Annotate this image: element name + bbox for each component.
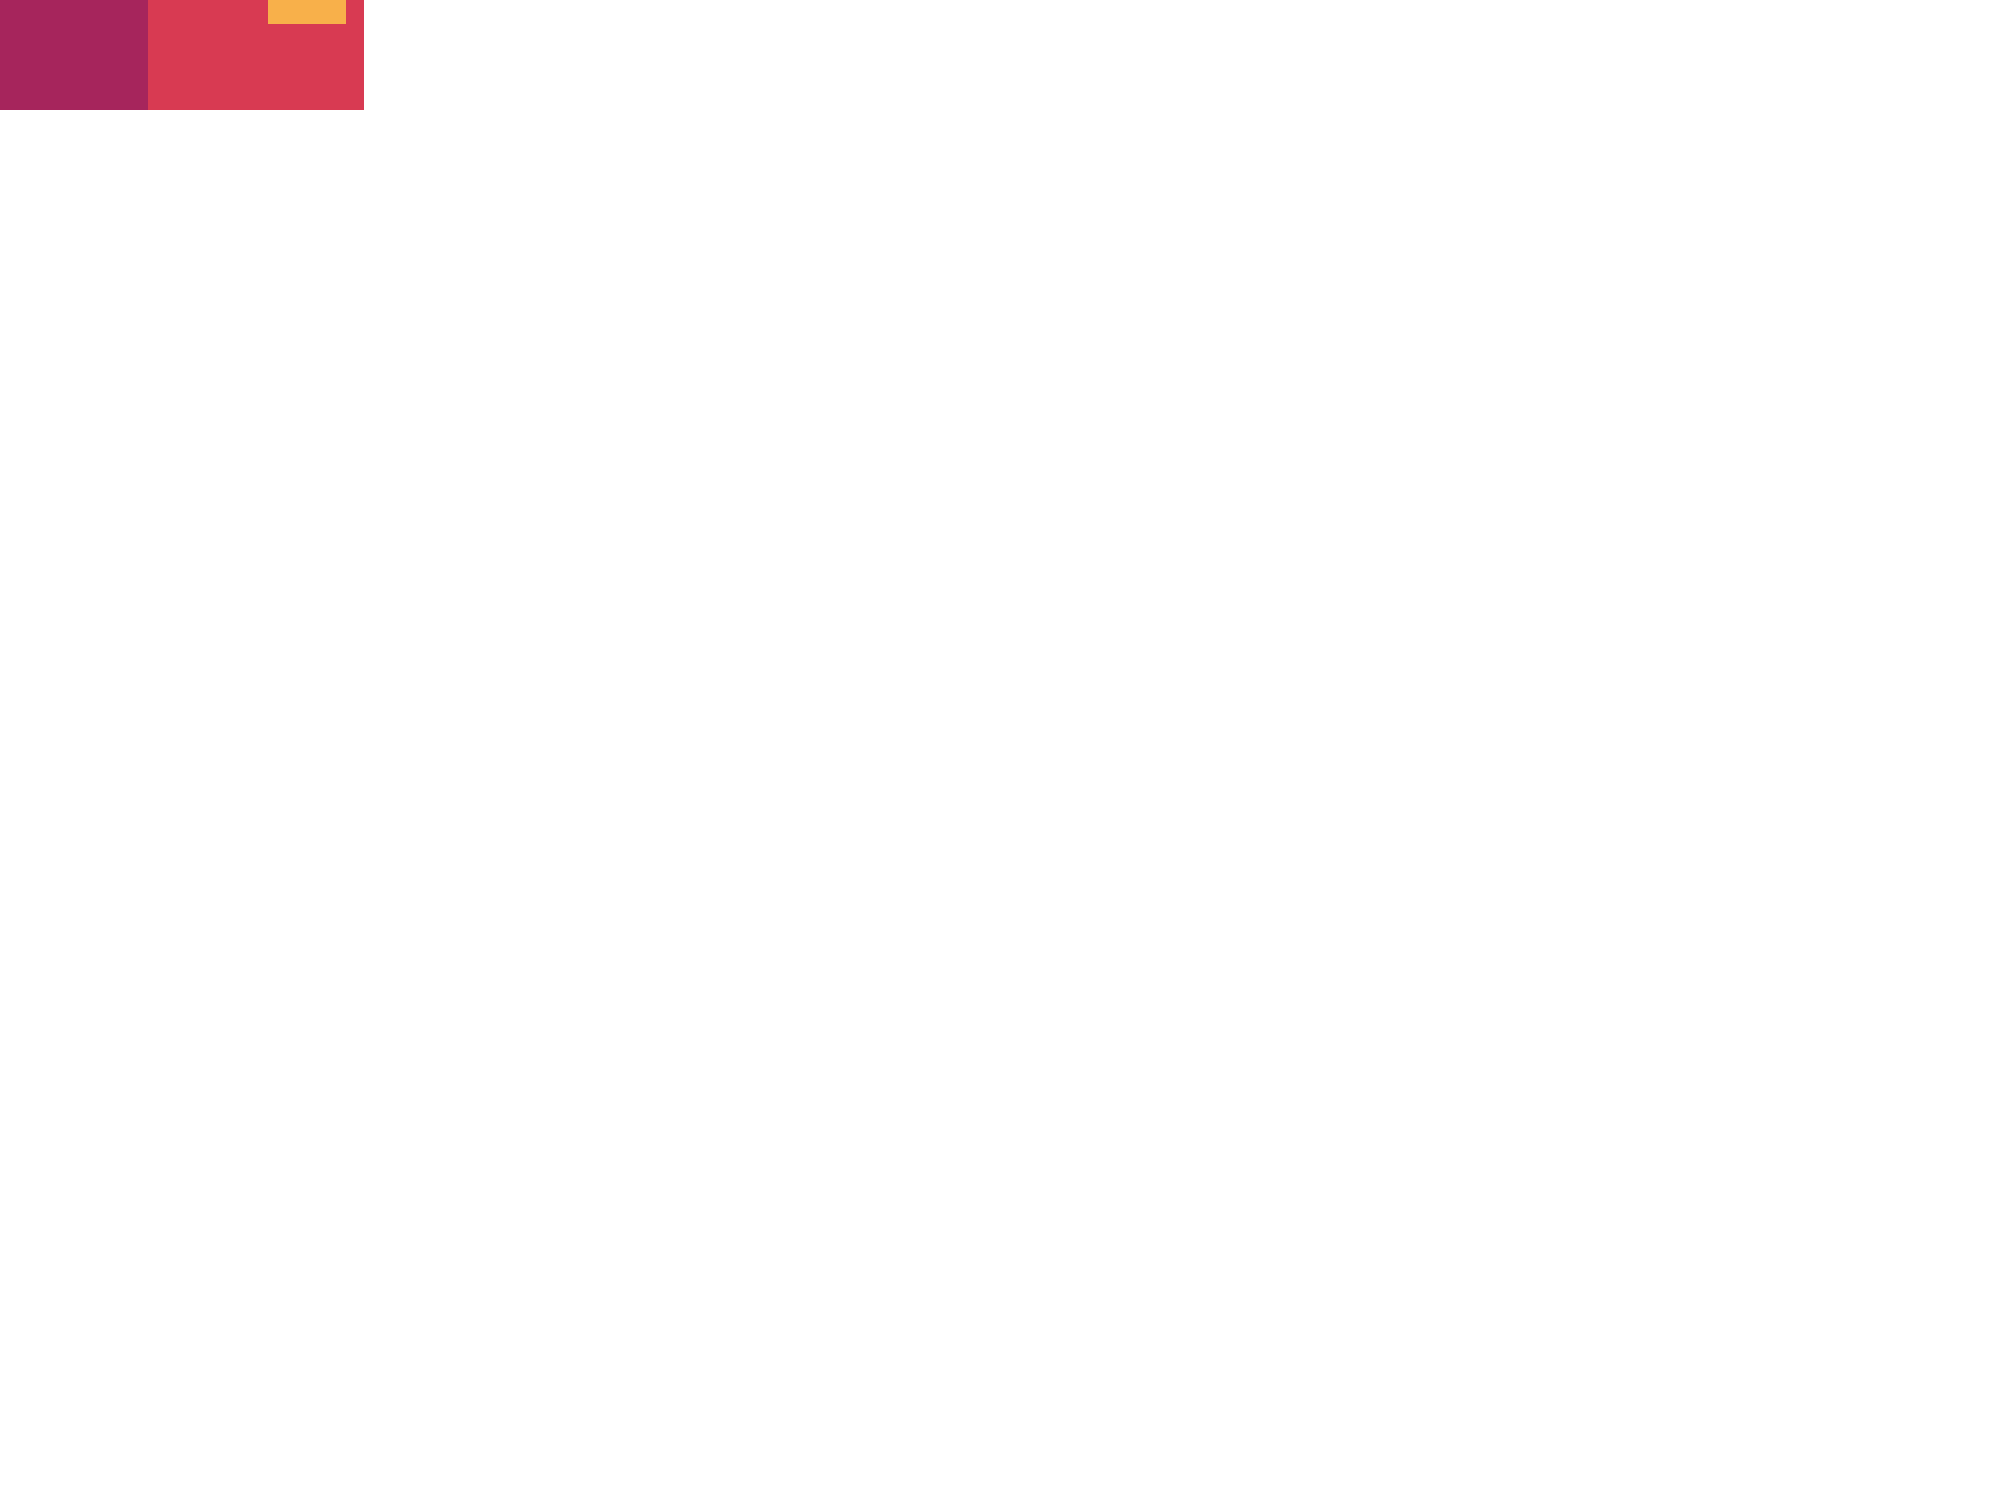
mosaic-tile: [148, 0, 263, 110]
mosaic-tile: [268, 0, 346, 24]
